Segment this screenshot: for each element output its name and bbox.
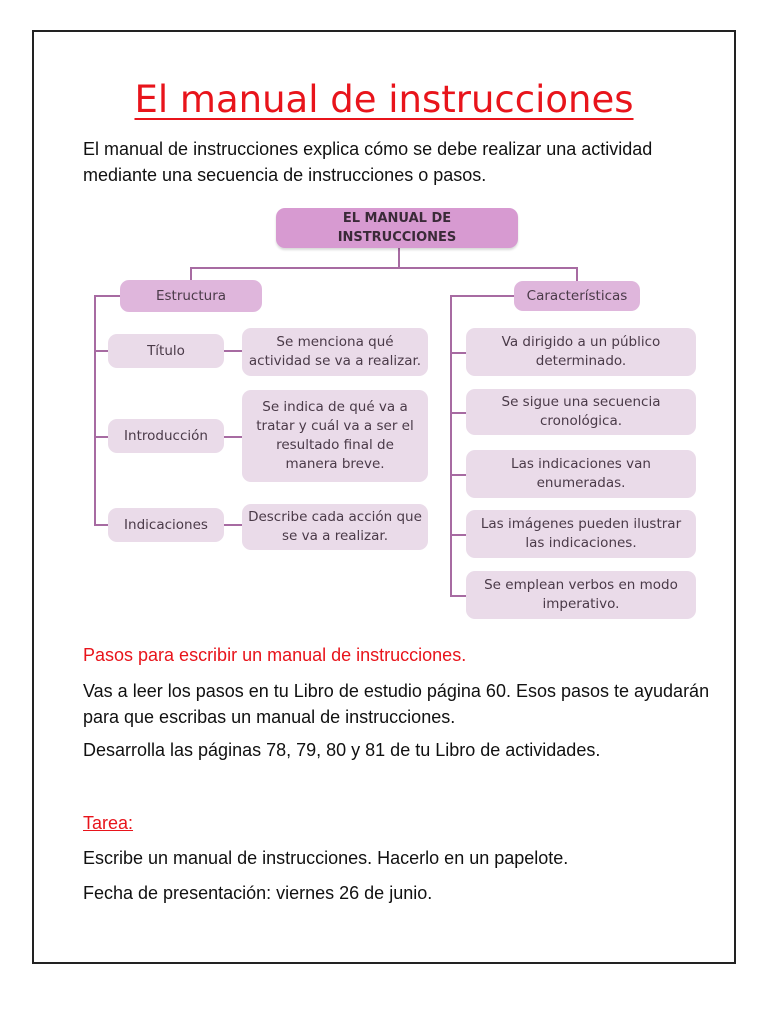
connector-line — [94, 295, 96, 526]
connector-line — [224, 350, 242, 352]
due-date: Fecha de presentación: viernes 26 de junio. — [83, 883, 433, 903]
connector-line — [450, 595, 466, 597]
characteristic-item: Se sigue una secuencia cronológica. — [466, 389, 696, 435]
connector-line — [398, 248, 400, 268]
activities-paragraph: Desarrolla las páginas 78, 79, 80 y 81 de tu Libro de actividades. — [83, 740, 601, 760]
structure-item-titulo: Título — [108, 334, 224, 368]
structure-label: Estructura — [120, 280, 262, 312]
diagram-header: EL MANUAL DE INSTRUCCIONES — [276, 208, 518, 248]
page-title: El manual de instrucciones — [134, 78, 634, 121]
connector-line — [450, 412, 466, 414]
connector-line — [94, 524, 108, 526]
characteristic-item: Va dirigido a un público determinado. — [466, 328, 696, 376]
connector-line — [94, 436, 108, 438]
concept-map — [80, 200, 700, 630]
connector-line — [450, 534, 466, 536]
structure-item-indicaciones: Indicaciones — [108, 508, 224, 542]
connector-line — [450, 295, 514, 297]
characteristic-item: Las imágenes pueden ilustrar las indicaciones. — [466, 510, 696, 558]
connector-line — [450, 295, 452, 595]
connector-line — [190, 267, 578, 269]
structure-item-introduccion: Introducción — [108, 419, 224, 453]
connector-line — [224, 524, 242, 526]
homework-paragraph: Escribe un manual de instrucciones. Hacerlo en un papelote. — [83, 848, 569, 868]
connector-line — [190, 267, 192, 281]
connector-line — [224, 436, 242, 438]
connector-line — [94, 295, 120, 297]
characteristics-label: Características — [514, 281, 640, 311]
structure-desc-titulo: Se menciona qué actividad se va a realizar. — [242, 328, 428, 376]
connector-line — [450, 474, 466, 476]
structure-desc-indicaciones: Describe cada acción que se va a realizar. — [242, 504, 428, 550]
steps-heading: Pasos para escribir un manual de instrucciones. — [83, 645, 467, 665]
homework-heading: Tarea: — [83, 813, 134, 833]
connector-line — [450, 352, 466, 354]
structure-desc-introduccion: Se indica de qué va a tratar y cuál va a ser el resultado final de manera breve. — [242, 390, 428, 482]
characteristic-item: Se emplean verbos en modo imperativo. — [466, 571, 696, 619]
intro-paragraph: El manual de instrucciones explica cómo se debe realizar una actividad mediante una secuencia de instrucciones o pasos. — [83, 139, 653, 185]
steps-paragraph: Vas a leer los pasos en tu Libro de estudio página 60. Esos pasos te ayudarán para que escribas un manual de instrucciones. — [83, 681, 710, 727]
characteristic-item: Las indicaciones van enumeradas. — [466, 450, 696, 498]
connector-line — [94, 350, 108, 352]
